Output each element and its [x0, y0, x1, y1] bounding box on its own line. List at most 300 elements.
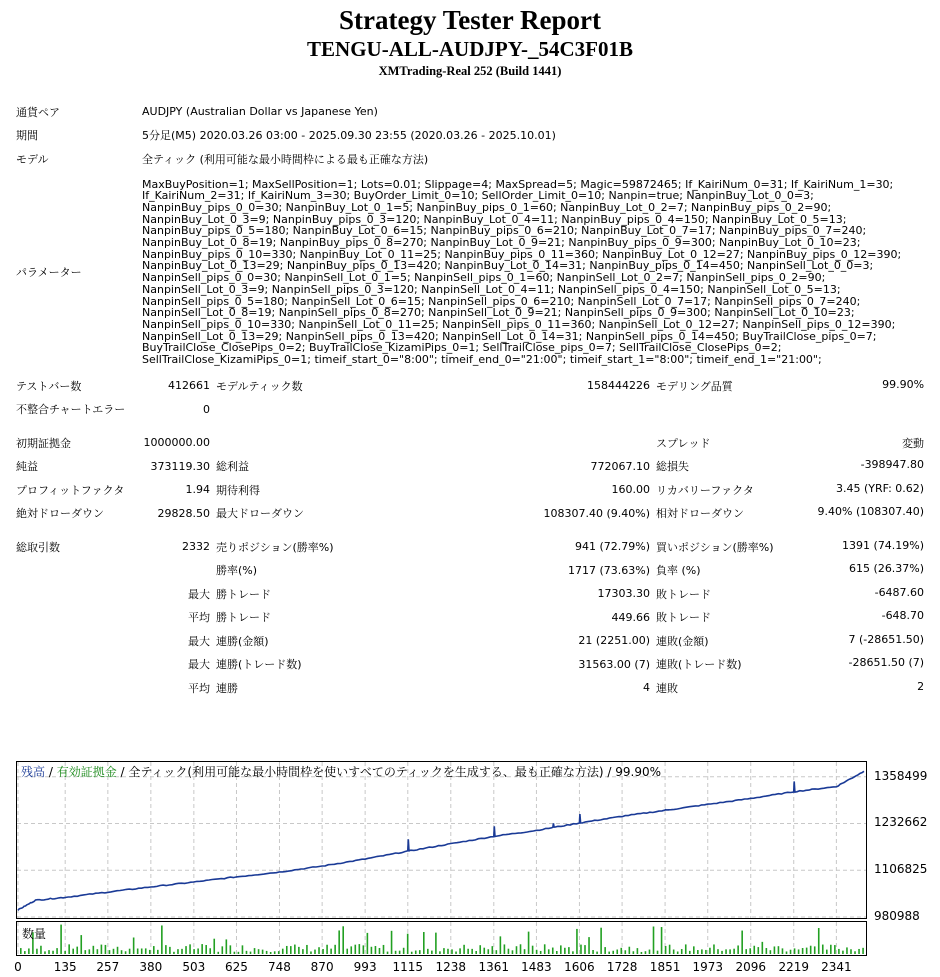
dd-row: [0, 501, 940, 525]
loss-cell: [656, 558, 940, 582]
volume-bar: [536, 950, 538, 954]
volume-bar: [411, 952, 413, 954]
volume-bar: [435, 933, 437, 954]
deposit-row: [0, 431, 940, 455]
volume-bar: [524, 949, 526, 954]
long-cell: [656, 535, 940, 559]
volume-bar: [28, 948, 30, 954]
x-tick-label: 993: [353, 960, 377, 974]
volume-bar: [500, 936, 502, 954]
x-tick-label: 380: [139, 960, 163, 974]
modelq-value: 99.90%: [882, 377, 925, 391]
bars-row: [0, 374, 940, 398]
volume-bar: [725, 949, 727, 954]
volume-bar: [125, 951, 127, 954]
avg-consec-indicator: 平均: [188, 681, 210, 695]
volume-bar: [814, 946, 816, 954]
volume-bar: [629, 947, 631, 954]
volume-bar: [858, 949, 860, 954]
volume-bar: [342, 926, 344, 954]
volume-bar: [310, 951, 312, 954]
volume-bar: [625, 950, 627, 954]
volume-bar: [842, 951, 844, 954]
long-label: 買いポジション(勝率%): [656, 540, 774, 554]
avg-loss-cell: [656, 605, 940, 629]
volume-bar: [528, 932, 530, 954]
chart-canvas: [16, 761, 940, 977]
volume-bar: [52, 951, 54, 954]
volume-bar: [616, 950, 618, 954]
volume-bar: [782, 948, 784, 954]
volume-bar: [576, 929, 578, 954]
y-tick-label: 1358499: [874, 768, 928, 783]
volume-bar: [238, 952, 240, 954]
volume-bar: [479, 945, 481, 954]
volume-bar: [806, 948, 808, 954]
bars-value: 412661: [168, 379, 210, 392]
model-label: モデル: [16, 152, 49, 166]
short-label: 売りポジション(勝率%): [216, 540, 334, 554]
volume-bar: [657, 951, 659, 954]
volume-bar: [745, 949, 747, 954]
volume-bar: [298, 947, 300, 954]
volume-bar: [439, 951, 441, 954]
x-tick-label: 2096: [735, 960, 766, 974]
ea-name: TENGU-ALL-AUDJPY-_54C3F01B: [307, 37, 633, 61]
volume-bar: [487, 949, 489, 954]
long-value: 1391 (74.19%): [842, 538, 925, 552]
volume-bar: [572, 951, 574, 954]
gross-profit-value: 772067.10: [590, 459, 650, 473]
volume-bar: [278, 951, 280, 954]
volume-bar: [455, 952, 457, 954]
volume-bar: [564, 948, 566, 954]
avg-loss-value: -648.70: [881, 609, 925, 622]
volume-bar: [197, 948, 199, 954]
volume-bar: [149, 950, 151, 954]
gross-loss-cell: [656, 454, 940, 478]
volume-bar: [161, 925, 163, 954]
volume-bar: [60, 925, 62, 954]
volume-plot-frame: [17, 922, 867, 956]
volume-bar: [141, 948, 143, 954]
loss-value: 615 (26.37%): [849, 562, 925, 575]
volume-bar: [568, 947, 570, 954]
volume-bar: [40, 946, 42, 954]
abs-dd-label: 絶対ドローダウン: [16, 507, 104, 520]
volume-bar: [266, 951, 268, 954]
volume-bar: [48, 950, 50, 954]
largest-loss-label: 敗トレード: [656, 587, 711, 601]
volume-bar: [753, 946, 755, 954]
volume-bar: [286, 946, 288, 954]
volume-bar: [556, 951, 558, 954]
volume-bar: [637, 948, 639, 954]
max-consec-losses-value: 7 (-28651.50): [848, 632, 925, 646]
main-plot-frame: [17, 762, 867, 919]
volume-bar: [854, 951, 856, 954]
x-tick-label: 1851: [649, 960, 681, 974]
avg-consec-wins-value: 4: [643, 681, 650, 694]
params-value: MaxBuyPosition=1; MaxSellPosition=1; Lots=0.01; Slippage=4; MaxSpread=5; Magic=59872465; If_KairiNum_0=31; If_KairiNum_1=30; If_KairiNum_2=31; If_KairiNum_3=30; BuyOrder_Limit_0=10; SellOrder_Limit_0=10; Nanpin=true; NanpinBuy_Lot_0_0=3; NanpinBuy_pips_0_0=30; NanpinBuy_Lot_0_1=5; NanpinBuy_pips_0_1=60; NanpinBuy_Lot_0_2=7; NanpinBuy_pips_0_2=90; NanpinBuy_Lot_0_3=9; NanpinBuy_pips_0_3=120; NanpinBuy_Lot_0_4=11; NanpinBuy_pips_0_4=150; NanpinBuy_Lot_0_5=13; NanpinBuy_pips_0_5=180; NanpinBuy_Lot_0_6=15; NanpinBuy_pips_0_6=210; NanpinBuy_Lot_0_7=17; NanpinBuy_pips_0_7=240; NanpinBuy_Lot_0_8=19; NanpinBuy_pips_0_8=270; NanpinBuy_Lot_0_9=21; NanpinBuy_pips_0_9=300; NanpinBuy_Lot_0_10=23; NanpinBuy_pips_0_10=330; NanpinBuy_Lot_0_11=25; NanpinBuy_pips_0_11=360; NanpinBuy_Lot_0_12=27; NanpinBuy_pips_0_12=390; NanpinBuy_Lot_0_13=29; NanpinBuy_pips_0_13=420; NanpinBuy_Lot_0_14=31; NanpinBuy_pips_0_14=450; NanpinSell_Lot_0_0=3; NanpinSell_pips_0_0=30; NanpinSell_Lot_0_1=5; NanpinSell_pips_0_1=60; NanpinSell_Lot_0_2=7; NanpinSell_pips_0_2=90; NanpinSell_Lot_0_3=9; NanpinSell_pips_0_3=120; NanpinSell_Lot_0_4=11; NanpinSell_pips_0_4=150; NanpinSell_Lot_0_5=13; NanpinSell_pips_0_5=180; NanpinSell_Lot_0_6=15; NanpinSell_pips_0_6=210; NanpinSell_Lot_0_7=17; NanpinSell_pips_0_7=240; NanpinSell_Lot_0_8=19; NanpinSell_pips_0_8=270; NanpinSell_Lot_0_9=21; NanpinSell_pips_0_9=300; NanpinSell_Lot_0_10=23; NanpinSell_pips_0_10=330; NanpinSell_Lot_0_11=25; NanpinSell_pips_0_11=360; NanpinSell_Lot_0_12=27; NanpinSell_pips_0_12=390; NanpinSell_Lot_0_13=29; NanpinSell_pips_0_13=420; NanpinSell_Lot_0_14=31; NanpinSell_pips_0_14=450; BuyTrailClose_pips_0=7; BuyTrailClose_ClosePips_0=2; BuyTrailClose_KizamiPips_0=1; SellTrailClose_pips_0=7; SellTrailClose_ClosePips_0=2; SellTrailClose_KizamiPips_0=1; timeif_start_0="8:00"; timeif_end_0="21:00"; timeif_start_1="8:00"; timeif_end_1="21:00";: [142, 177, 902, 367]
volume-bar: [810, 946, 812, 954]
volume-bar: [169, 947, 171, 954]
volume-bar: [665, 946, 667, 954]
volume-bar: [447, 949, 449, 954]
volume-bar: [846, 947, 848, 954]
volume-bar: [76, 947, 78, 954]
x-tick-label: 1973: [692, 960, 724, 974]
volume-bar: [790, 950, 792, 954]
volume-bar: [677, 951, 679, 954]
volume-bar: [766, 948, 768, 954]
largest-indicator: 最大: [188, 587, 210, 601]
volume-bar: [741, 931, 743, 954]
max-consec-losses-cell: [656, 629, 940, 653]
volume-bar: [649, 950, 651, 954]
volume-bar: [395, 951, 397, 954]
volume-bar: [189, 944, 191, 954]
trades-value: 2332: [182, 540, 210, 553]
max-consec-loss-cell: [656, 652, 940, 676]
x-tick-label: 135: [53, 960, 77, 974]
params-row: [0, 171, 940, 374]
volume-bar: [641, 952, 643, 954]
symbol-row: [0, 100, 940, 124]
report-title: Strategy Tester Report: [339, 5, 601, 35]
volume-bar: [84, 950, 86, 954]
volume-bar: [762, 942, 764, 954]
volume-bar: [306, 945, 308, 954]
max-consec-loss-label: 連敗(トレード数): [656, 658, 742, 671]
volume-bar: [604, 947, 606, 954]
x-tick-label: 0: [14, 960, 22, 974]
largest-row: [0, 582, 940, 606]
volume-bar: [709, 948, 711, 954]
volume-bar: [737, 945, 739, 954]
volume-bar: [226, 939, 228, 954]
volume-bar: [201, 944, 203, 954]
volume-bar: [717, 949, 719, 954]
volume-bar: [596, 952, 598, 954]
x-tick-label: 1606: [564, 960, 595, 974]
gross-loss-label: 総損失: [656, 460, 689, 473]
volume-bar: [733, 949, 735, 954]
volume-bar: [693, 946, 695, 954]
volume-label: 数量: [22, 927, 47, 941]
volume-bar: [242, 945, 244, 954]
volume-bar: [620, 948, 622, 954]
volume-bar: [89, 949, 91, 954]
volume-bar: [802, 948, 804, 954]
volume-bar: [254, 948, 256, 954]
volume-bar: [612, 951, 614, 954]
volume-bar: [109, 950, 111, 954]
volume-bar: [681, 949, 683, 954]
rel-dd-value: 9.40% (108307.40): [817, 505, 925, 518]
volume-bar: [774, 946, 776, 954]
avg-consec-losses-value: 2: [917, 679, 925, 693]
volume-bar: [262, 950, 264, 954]
avg-win-label: 勝トレード: [216, 611, 271, 624]
trades-label: 総取引数: [16, 540, 60, 554]
volume-bar: [415, 951, 417, 954]
volume-bar: [508, 949, 510, 954]
symbol-label: 通貨ペア: [16, 105, 60, 119]
volume-bar: [463, 945, 465, 954]
volume-bar: [548, 949, 550, 954]
volume-bar: [540, 951, 542, 954]
volume-bar: [427, 949, 429, 954]
model-value: 全ティック (利用可能な最小時間枠による最も正確な方法): [142, 152, 429, 166]
chart-legend: [21, 764, 661, 780]
volume-bar: [367, 933, 369, 954]
rf-cell: [656, 478, 940, 502]
report-header: [0, 0, 940, 80]
pf-value: 1.94: [185, 483, 210, 496]
volume-bar: [689, 951, 691, 954]
short-value: 941 (72.79%): [574, 540, 650, 553]
volume-bar: [56, 948, 58, 954]
x-tick-label: 870: [310, 960, 334, 974]
legend-balance: 残高: [21, 765, 46, 779]
x-tick-label: 1361: [478, 960, 510, 974]
volume-bar: [101, 945, 103, 954]
x-tick-label: 1483: [521, 960, 552, 974]
volume-bar: [403, 948, 405, 954]
max-consec-profit-label: 連勝(トレード数): [216, 658, 302, 671]
volume-bar: [326, 945, 328, 954]
volume-bar: [588, 937, 590, 954]
volume-bar: [645, 951, 647, 954]
volume-bar: [133, 938, 135, 954]
period-value: 5分足(M5) 2020.03.26 03:00 - 2025.09.30 23:55 (2020.03.26 - 2025.10.01): [142, 129, 556, 143]
errors-row: [0, 397, 940, 421]
report-table: [0, 100, 940, 699]
volume-bar: [552, 948, 554, 954]
avg-consec-losses-label: 連敗: [656, 681, 678, 695]
volume-bar: [72, 949, 74, 954]
pf-row: [0, 478, 940, 502]
volume-bar: [330, 949, 332, 954]
max-consec-wins-label: 連勝(金額): [216, 634, 269, 648]
volume-bar: [157, 950, 159, 954]
winrate-row: [0, 558, 940, 582]
x-tick-label: 1238: [435, 960, 467, 974]
volume-bar: [705, 950, 707, 954]
x-tick-label: 2219: [778, 960, 809, 974]
volume-bar: [580, 945, 582, 954]
volume-bar: [354, 945, 356, 954]
modelq-label: モデリング品質: [656, 379, 733, 393]
volume-bar: [350, 946, 352, 954]
legend-equity: 有効証拠金: [56, 765, 117, 779]
volume-bar: [234, 952, 236, 954]
period-row: [0, 124, 940, 148]
x-tick-label: 748: [268, 960, 291, 974]
largest-loss-value: -6487.60: [874, 585, 925, 599]
volume-bar: [24, 951, 26, 954]
avg-consec-row: [0, 676, 940, 700]
volume-bar: [475, 951, 477, 954]
modelq-cell: [656, 374, 940, 398]
volume-bar: [830, 945, 832, 954]
x-tick-label: 1728: [606, 960, 638, 974]
volume-bar: [20, 948, 22, 954]
volume-bar: [669, 945, 671, 954]
max-consec-losses-label: 連敗(金額): [656, 634, 709, 648]
legend-separator: /: [45, 765, 57, 779]
volume-bar: [137, 948, 139, 954]
net-value: 373119.30: [150, 459, 210, 473]
volume-bar: [532, 946, 534, 954]
volume-bar: [250, 952, 252, 954]
volume-bar: [363, 945, 365, 954]
volume-bar: [770, 950, 772, 954]
max-dd-label: 最大ドローダウン: [216, 507, 304, 520]
volume-bar: [520, 944, 522, 954]
volume-bar: [778, 946, 780, 954]
x-tick-label: 2341: [821, 960, 852, 974]
volume-bar: [314, 950, 316, 954]
gross-loss-value: -398947.80: [860, 458, 925, 471]
broker-info: XMTrading-Real 252 (Build 1441): [378, 64, 562, 78]
net-row: [0, 454, 940, 478]
net-label: 純益: [16, 460, 38, 473]
volume-bar: [318, 947, 320, 954]
ticks-value: 158444226: [587, 379, 650, 392]
deposit-value: 1000000.00: [143, 436, 210, 449]
volume-bar: [504, 944, 506, 954]
volume-bar: [721, 951, 723, 954]
loss-label: 負率 (%): [656, 564, 701, 577]
volume-bar: [294, 945, 296, 954]
volume-bar: [443, 948, 445, 954]
volume-bar: [359, 944, 361, 954]
volume-bar: [560, 945, 562, 954]
volume-bar: [113, 949, 115, 954]
x-tick-label: 1115: [392, 960, 424, 974]
volume-bar: [600, 928, 602, 954]
expected-value: 160.00: [611, 483, 650, 496]
volume-bar: [36, 949, 38, 954]
average-row: [0, 605, 940, 629]
gross-profit-label: 総利益: [216, 460, 249, 473]
volume-bar: [105, 945, 107, 954]
avg-consec-wins-label: 連勝: [216, 681, 238, 695]
avg-win-value: 449.66: [611, 610, 650, 624]
rel-dd-cell: [656, 501, 940, 525]
largest-loss-cell: [656, 582, 940, 606]
volume-bar: [230, 945, 232, 954]
volume-bar: [451, 949, 453, 954]
avg-consec-losses-cell: [656, 676, 940, 700]
volume-bar: [383, 945, 385, 954]
rf-label: リカバリーファクタ: [656, 483, 754, 497]
volume-bar: [246, 951, 248, 954]
volume-bar: [185, 946, 187, 954]
volume-bar: [673, 950, 675, 954]
volume-bar: [419, 950, 421, 954]
errors-label: 不整合チャートエラー: [16, 403, 126, 416]
expected-label: 期待利得: [216, 483, 260, 497]
volume-bar: [713, 944, 715, 954]
average-indicator: 平均: [188, 611, 210, 624]
volume-bar: [193, 949, 195, 954]
volume-bar: [653, 927, 655, 954]
volume-bar: [471, 949, 473, 954]
volume-bar: [346, 949, 348, 954]
volume-bar: [97, 949, 99, 954]
volume-bar: [173, 952, 175, 954]
win-label: 勝率(%): [216, 564, 258, 577]
volume-bar: [302, 949, 304, 954]
volume-bar: [794, 948, 796, 954]
volume-bar: [798, 949, 800, 954]
volume-bar: [834, 945, 836, 954]
volume-bar: [516, 946, 518, 954]
balance-chart: [16, 761, 940, 977]
volume-bar: [544, 944, 546, 954]
volume-bar: [697, 950, 699, 954]
volume-bar: [270, 952, 272, 954]
legend-model: 全ティック(利用可能な最小時間枠を使いすべてのティックを生成する、最も正確な方法) / 99.90%: [128, 765, 662, 779]
volume-bar: [80, 935, 82, 954]
max-consec-indicator: 最大: [188, 634, 210, 648]
volume-bar: [661, 927, 663, 954]
volume-bar: [399, 951, 401, 954]
x-tick-label: 625: [225, 960, 248, 974]
x-tick-label: 503: [182, 960, 206, 974]
volume-bar: [423, 932, 425, 954]
x-tick-label: 257: [96, 960, 120, 974]
y-tick-label: 1106825: [874, 862, 928, 877]
volume-bar: [496, 950, 498, 954]
volume-bar: [633, 951, 635, 954]
volume-bar: [322, 949, 324, 954]
volume-bar: [584, 945, 586, 954]
volume-bar: [592, 950, 594, 954]
volume-bar: [483, 948, 485, 954]
errors-value: 0: [203, 402, 210, 416]
volume-bar: [177, 949, 179, 954]
avg-loss-label: 敗トレード: [656, 611, 711, 624]
max-consec-profit-value: 31563.00 (7): [578, 657, 650, 671]
volume-bar: [64, 951, 66, 954]
volume-bar: [467, 949, 469, 954]
symbol-value: AUDJPY (Australian Dollar vs Japanese Yen): [142, 105, 378, 119]
volume-bar: [222, 946, 224, 954]
volume-bar: [407, 934, 409, 954]
volume-bar: [282, 949, 284, 954]
volume-bar: [117, 947, 119, 954]
volume-bar: [44, 951, 46, 954]
largest-win-value: 17303.30: [597, 587, 650, 600]
pf-label: プロフィットファクタ: [16, 483, 125, 497]
volume-bar: [334, 945, 336, 954]
volume-bar: [862, 948, 864, 954]
volume-bar: [431, 951, 433, 954]
spread-value: 変動: [902, 436, 925, 450]
max-consec-profit-row: [0, 652, 940, 676]
trades-row: [0, 535, 940, 559]
volume-bar: [209, 948, 211, 954]
max-dd-value: 108307.40 (9.40%): [543, 506, 650, 520]
period-label: 期間: [16, 129, 38, 143]
volume-bar: [492, 946, 494, 954]
abs-dd-value: 29828.50: [157, 506, 210, 520]
volume-bar: [391, 931, 393, 954]
